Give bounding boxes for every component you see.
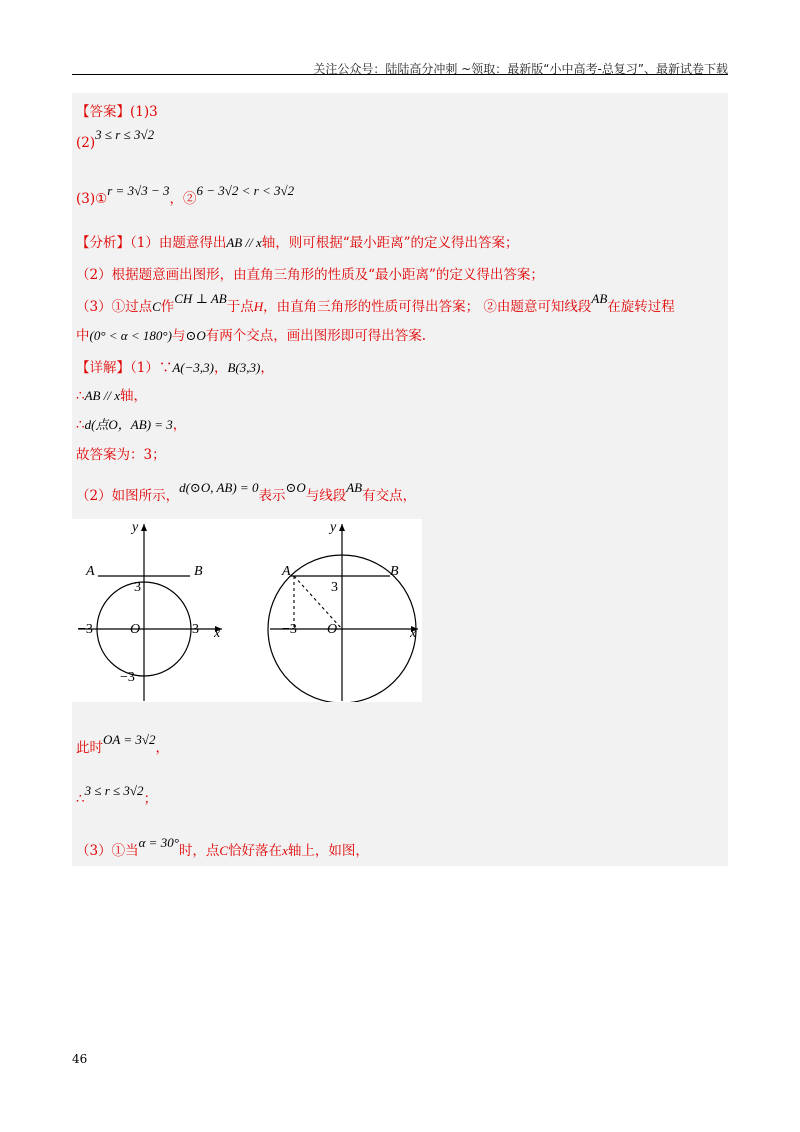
left-label-y: y	[132, 520, 139, 535]
answer-part3-math2: 6 − 3√2 < r < 3√2	[196, 183, 295, 198]
answer-part2-math: 3 ≤ r ≤ 3√2	[95, 127, 155, 142]
detail-text: ；	[143, 791, 158, 807]
detail-line-6	[76, 732, 170, 756]
left-label-a: A	[86, 564, 95, 579]
answer-line-2	[76, 127, 155, 151]
detail-line-3	[76, 413, 186, 433]
analysis-line-3	[76, 291, 675, 315]
left-label-3-right: 3	[192, 622, 199, 637]
right-label-o: O	[327, 622, 338, 637]
analysis-math: H	[253, 299, 264, 314]
detail-text: 与线段	[305, 488, 347, 504]
coordinate-figure	[72, 519, 422, 702]
analysis-line-2: （2）根据题意画出图形，由直角三角形的性质及“最小距离”的定义得出答案；	[76, 267, 544, 283]
answer-tag: 【答案】	[76, 104, 130, 120]
left-label-neg3-bottom: −3	[120, 670, 135, 685]
detail-text: （1）∵	[130, 360, 173, 376]
analysis-math: CH ⊥ AB	[174, 291, 227, 306]
detail-line-1	[76, 356, 274, 376]
analysis-math: AB // x	[226, 235, 262, 250]
answer-line-3	[76, 183, 295, 207]
detail-text: 轴上，如图，	[287, 843, 369, 859]
answer-part3-sep: ，②	[169, 191, 197, 207]
analysis-text: 有两个交点，画出图形即可得出答案.	[205, 328, 427, 344]
detail-line-5	[76, 480, 417, 504]
detail-text: 此时	[76, 740, 103, 756]
analysis-text: 在旋转过程	[607, 299, 675, 315]
answer-part3-math1: r = 3√3 − 3	[107, 183, 170, 198]
detail-text: 轴，	[119, 388, 147, 404]
analysis-text: 轴，则可根据“最小距离”的定义得出答案；	[261, 235, 519, 251]
detail-line-2	[76, 384, 147, 404]
detail-text: ，	[172, 417, 187, 433]
analysis-line-1	[76, 231, 519, 251]
header-rule	[72, 74, 728, 75]
detail-text: ，	[260, 360, 274, 376]
detail-text: ∴	[76, 388, 85, 404]
analysis-math: ⊙O	[185, 328, 206, 343]
figure-svg	[72, 519, 422, 702]
detail-text: ∴	[76, 791, 85, 807]
detail-text: 有交点，	[362, 488, 417, 504]
left-diagram	[78, 520, 222, 701]
answer-part2-label: (2)	[76, 135, 96, 151]
analysis-text: （1）由题意得出	[130, 235, 227, 251]
detail-math: AB	[346, 480, 363, 495]
analysis-text: （3）①过点	[76, 299, 153, 315]
detail-math: ⊙O	[285, 480, 306, 495]
analysis-text: 作	[160, 299, 175, 315]
analysis-tag: 【分析】	[76, 235, 130, 251]
detail-math: α = 30°	[138, 835, 179, 850]
answer-part1: (1)3	[130, 104, 158, 120]
right-label-neg3-left: −3	[282, 622, 297, 637]
answer-line-1	[76, 100, 158, 120]
right-diagram	[268, 520, 418, 702]
left-label-neg3-left: −3	[78, 622, 93, 637]
detail-text: 时，点	[178, 843, 220, 859]
solution-panel	[72, 93, 728, 866]
detail-math: AB // x	[84, 388, 120, 403]
analysis-math: C	[152, 299, 161, 314]
detail-math: d(⊙O, AB) = 0	[179, 480, 259, 495]
detail-math: A(−3,3)	[172, 360, 214, 375]
page-header: 关注公众号：陆陆高分冲刺 ~领取：最新版“小中高考-总复习”、最新试卷下载	[313, 62, 728, 76]
left-label-3-top: 3	[134, 580, 141, 595]
detail-math: d(点O，AB) = 3	[84, 417, 173, 432]
analysis-math: AB	[591, 291, 608, 306]
detail-text: 恰好落在	[228, 843, 283, 859]
detail-math: x	[282, 843, 288, 858]
detail-text: ，	[213, 360, 228, 376]
analysis-text: ，由直角三角形的性质可得出答案； ②由题意可知线段	[263, 299, 592, 315]
detail-tag: 【详解】	[76, 360, 130, 376]
detail-line-8	[76, 835, 369, 859]
detail-line-7	[76, 783, 158, 807]
right-label-b: B	[390, 564, 399, 579]
detail-text: （3）①当	[76, 843, 139, 859]
left-label-x: x	[214, 626, 221, 641]
right-label-a: A	[282, 564, 291, 579]
detail-text: （2）如图所示，	[76, 488, 180, 504]
right-label-x: x	[410, 626, 417, 641]
answer-part3-label: (3)①	[76, 191, 108, 207]
page-number: 46	[72, 1052, 88, 1066]
detail-text: 表示	[258, 488, 286, 504]
analysis-text: 中	[76, 328, 90, 344]
analysis-line-4	[76, 324, 426, 344]
analysis-text: 与	[171, 328, 186, 344]
analysis-text: 于点	[226, 299, 254, 315]
detail-math: 3 ≤ r ≤ 3√2	[84, 783, 144, 798]
detail-math: B(3,3)	[227, 360, 261, 375]
left-label-o: O	[130, 622, 141, 637]
detail-math: C	[219, 843, 229, 858]
right-label-y: y	[330, 520, 337, 535]
detail-math: OA = 3√2	[103, 732, 156, 747]
right-label-3-top: 3	[331, 580, 338, 595]
analysis-math: (0° < α < 180°)	[89, 328, 172, 343]
left-label-b: B	[194, 564, 203, 579]
detail-text: ∴	[76, 417, 85, 433]
detail-text: ，	[155, 740, 170, 756]
detail-line-4: 故答案为：3；	[76, 447, 166, 463]
